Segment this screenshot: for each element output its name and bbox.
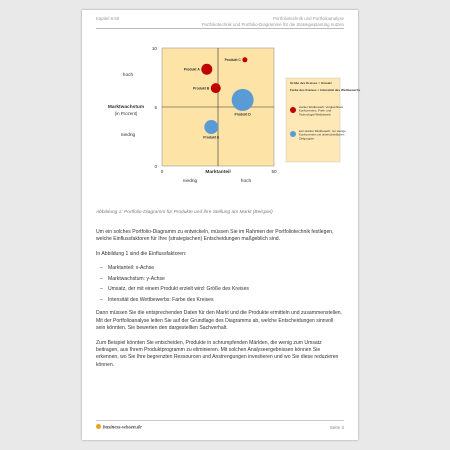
point-label-produkt-a: Produkt A [183,67,200,72]
point-produkt-d [232,89,254,111]
list-item: – Intensität des Wettbewerbs: Farbe des Kreises [108,297,344,304]
y-zone-label-high: hoch [122,73,134,78]
paragraph-factors-intro: In Abbildung 1 sind die Einflussfaktoren: [96,250,187,257]
point-produkt-e [204,120,218,134]
x-tick-50: 50 [271,169,277,174]
portfolio-figure [96,38,361,206]
x-zone-label-high: hoch [240,179,252,184]
footer-divider [96,420,344,421]
point-produkt-b [211,83,221,93]
point-label-produkt-d: Produkt D [234,112,251,117]
header-title: Portfoliotechnik und Portfolioanalyse [272,16,344,21]
header-chapter: Kapitel 8.50 [96,16,120,21]
header-subtitle: Portfoliotechnik und Portfolio-Diagramme für die Strategieplanung nutzen [201,22,344,27]
list-item: – Umsatz, der mit einem Produkt erzielt wird: Größe des Kreises [108,286,344,293]
figure-caption: Abbildung 1: Portfolio-Diagramm für Produkte und ihre Stellung am Markt (Beispiel) [96,210,273,215]
logo-dot-icon [96,424,101,429]
portfolio-chart [96,38,361,206]
legend-title-size: Größe des Kreises = Umsatz [290,81,332,85]
paragraph-intro: Um ein solches Portfolio-Diagramm zu entwickeln, müssen Sie im Rahmen der Portfoliotechnik festlegen, welche Einflussfaktoren für Ihre (strategischen) Entscheidungen maßgeblich sind. [96,229,334,243]
legend-swatch-strong [290,107,296,113]
y-axis-title: Marktwachstum [107,105,145,110]
paragraph-example: Zum Beispiel könnten Sie entscheiden, Produkte in schrumpfenden Märkten, die wenig zum Umsatz beitragen, aus Ihrem Produktprogramm zu eliminieren. Mit solchen Analyseergebnissen können Sie erkennen, wo Sie Ihre begrenzten Ressourcen und Anstrengungen investieren und wo Sie diese reduzieren können. [96,339,339,368]
y-tick-0: 0 [154,164,157,169]
factor-list [96,265,344,304]
point-produkt-c [242,57,247,62]
y-axis-subtitle: (in Prozent) [114,111,138,116]
point-produkt-a [201,64,212,75]
page-number: Seite 3 [329,425,344,430]
point-label-produkt-c: Produkt C [224,58,241,63]
y-tick-10: 10 [151,46,157,51]
x-axis-title: Marktanteil [205,170,231,175]
legend-box [286,78,360,162]
footer-logo[interactable] [96,424,142,431]
list-item: – Marktanteil: x-Achse [108,265,344,272]
paragraph-analysis: Dann müssen Sie die entsprechenden Daten für den Markt und die Produkte ermitteln und zusammenstellen. Mit der Portfolioanalyse leiten Sie auf der Grundlage des Diagramms ab, welche Entscheidungen sinnvoll sein könnten. Sie bewerten den dargestellten Sachverhalt. [96,310,343,332]
point-label-produkt-b: Produkt B [193,86,210,91]
legend-text-strong: starker Wettbewerb: Vergleichbare Konkurrenten, Preis- und Technologie-Wettbewerb [299,105,344,117]
legend-swatch-weak [290,131,296,137]
list-item: – Marktwachstum: y-Achse [108,276,344,283]
y-tick-5: 5 [154,105,157,110]
x-tick-0: 0 [160,169,164,174]
x-zone-label-low: niedrig [182,179,198,184]
footer-logo-text: business-wissen.de [103,425,142,431]
body-text [96,229,344,376]
legend-text-weak: kein starker Wettbewerb: nur wenige Konkurrenten mit unterschiedlichen Zielgruppen [299,129,346,141]
legend-title-color: Farbe des Kreises = Intensität des Wettbewerbs [290,88,361,92]
document-page [82,10,361,440]
point-label-produkt-e: Produkt E [203,135,220,140]
header-divider [96,28,344,29]
y-zone-label-low: niedrig [120,133,136,138]
